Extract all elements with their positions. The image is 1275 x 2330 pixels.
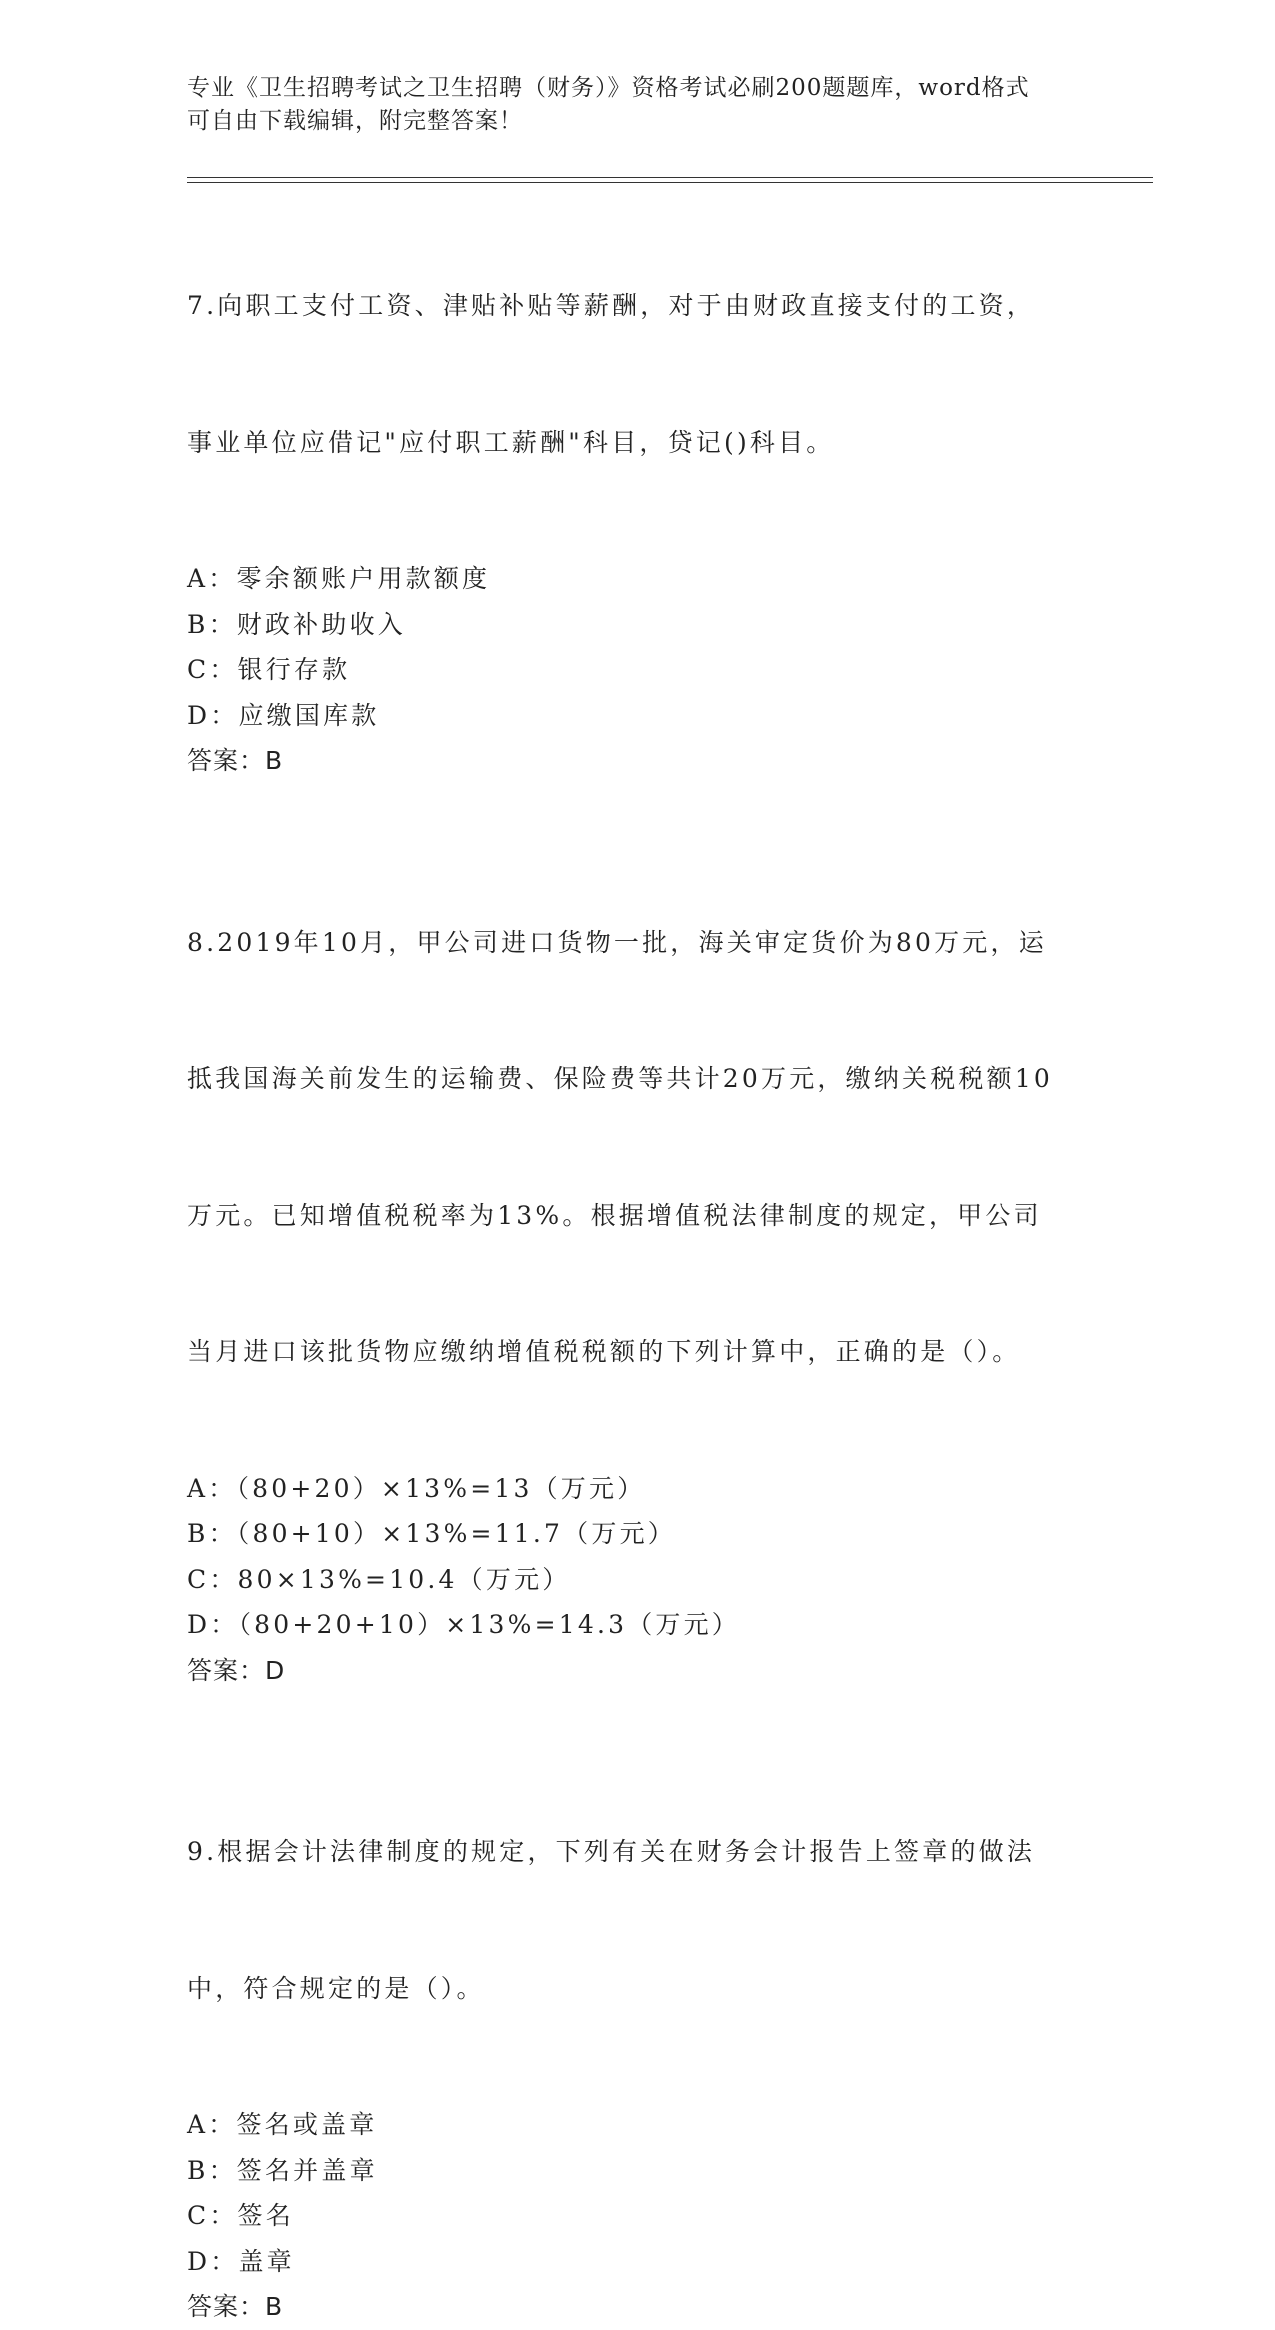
option-b: B：财政补助收入 (187, 609, 406, 639)
option-c: C：银行存款 (187, 655, 351, 684)
option-b: B：（80+10）×13%=11.7（万元） (187, 1519, 676, 1548)
question-line: 万元。已知增值税税率为13%。根据增值税法律制度的规定，甲公司 (187, 1200, 1042, 1230)
question-7 (187, 192, 1087, 784)
header-line-1: 专业《卫生招聘考试之卫生招聘（财务）》资格考试必刷200题题库，word格式 (187, 75, 1030, 101)
header-rule-top (187, 177, 1153, 178)
document-header (187, 72, 1087, 138)
question-text (187, 192, 1087, 556)
option-c: C：签名 (187, 2201, 294, 2230)
question-line: 中，符合规定的是（）。 (187, 1973, 485, 2003)
option-d: D：（80+20+10）×13%=14.3（万元） (187, 1610, 740, 1639)
question-line: 7.向职工支付工资、津贴补贴等薪酬，对于由财政直接支付的工资， (187, 291, 1036, 320)
question-text (187, 829, 1087, 1466)
question-line: 8.2019年10月，甲公司进口货物一批，海关审定货价为80万元，运 (187, 927, 1047, 957)
question-line: 事业单位应借记"应付职工薪酬"科目，贷记()科目。 (187, 427, 835, 457)
option-a: A：签名或盖章 (187, 2110, 378, 2139)
option-a: A：（80+20）×13%=13（万元） (187, 1473, 646, 1503)
question-line: 9.根据会计法律制度的规定，下列有关在财务会计报告上签章的做法 (187, 1837, 1036, 1866)
question-line: 当月进口该批货物应缴纳增值税税额的下列计算中，正确的是（）。 (187, 1337, 1021, 1366)
question-line: 抵我国海关前发生的运输费、保险费等共计20万元，缴纳关税税额10 (187, 1064, 1054, 1093)
answer: 答案：B (187, 2292, 284, 2321)
option-b: B：签名并盖章 (187, 2155, 378, 2185)
question-list (187, 192, 1087, 2330)
option-c: C：80×13%=10.4（万元） (187, 1564, 571, 1594)
question-9 (187, 1738, 1087, 2330)
question-8 (187, 829, 1087, 1694)
answer: 答案：D (187, 1655, 286, 1685)
answer: 答案：B (187, 746, 284, 775)
header-line-2: 可自由下载编辑，附完整答案！ (187, 108, 523, 134)
question-text (187, 1738, 1087, 2102)
option-a: A：零余额账户用款额度 (187, 564, 491, 593)
option-d: D：应缴国库款 (187, 700, 380, 730)
header-rule-bottom (187, 182, 1153, 183)
option-d: D：盖章 (187, 2246, 295, 2276)
